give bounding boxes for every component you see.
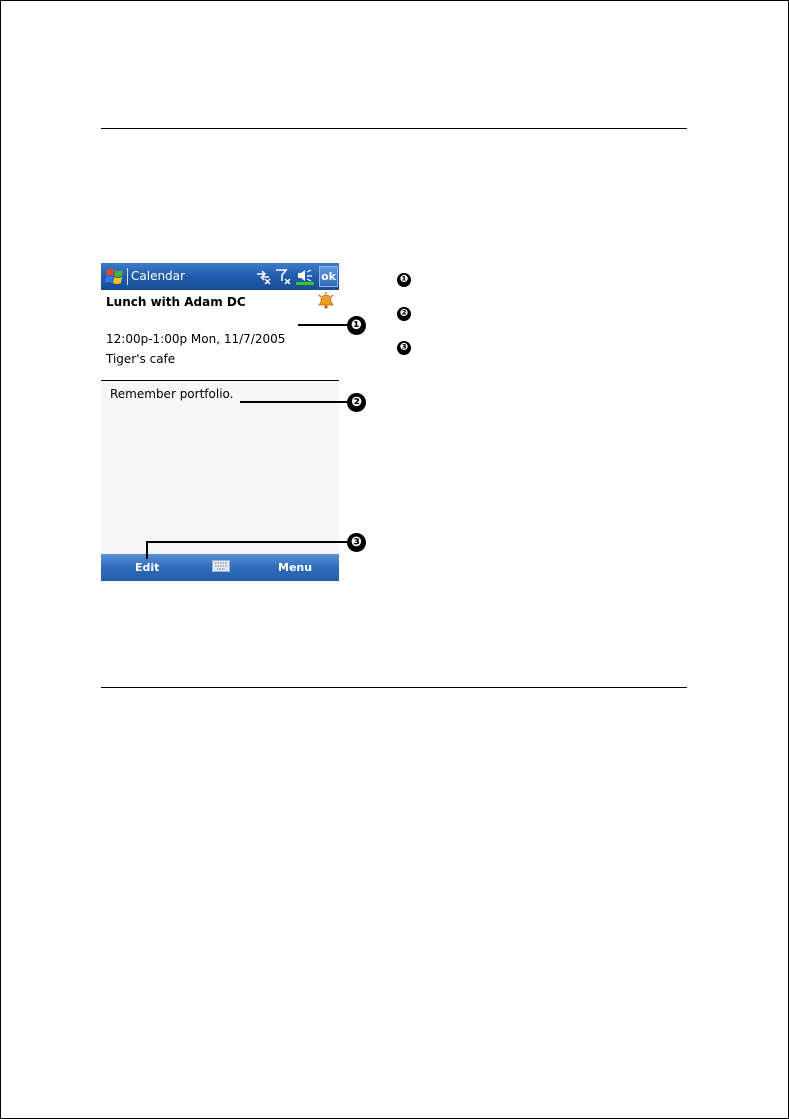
callout-2-leader <box>240 401 348 403</box>
title-bar <box>101 263 339 290</box>
notes-text: Remember portfolio. <box>110 387 234 401</box>
calendar-screen <box>101 263 339 581</box>
windows-start-icon[interactable] <box>104 266 126 287</box>
ok-button[interactable]: ok <box>319 266 338 287</box>
appointment-time: 12:00p-1:00p Mon, 11/7/2005 <box>106 332 286 346</box>
appointment-subject: Lunch with Adam DC <box>106 295 246 309</box>
callout-1-marker <box>347 316 366 335</box>
callout-3-leader <box>146 541 348 543</box>
bottom-rule <box>101 687 687 688</box>
legend-number-3: ❸ <box>399 342 409 353</box>
appointment-location: Tiger's cafe <box>106 352 176 366</box>
legend-marker-1 <box>397 273 411 287</box>
menu-bar <box>101 554 339 581</box>
menu-softkey[interactable]: Menu <box>278 561 313 574</box>
keyboard-icon[interactable] <box>212 560 230 572</box>
top-rule <box>101 128 687 129</box>
signal-icon[interactable] <box>275 268 291 285</box>
legend-marker-2 <box>397 307 411 321</box>
volume-icon[interactable] <box>296 268 316 285</box>
notes-area[interactable] <box>101 381 339 554</box>
connectivity-icon[interactable] <box>255 268 271 285</box>
legend-marker-3 <box>397 341 411 355</box>
app-title: Calendar <box>131 269 185 283</box>
callout-1-number: ❶ <box>350 318 362 333</box>
callout-3-marker <box>347 533 366 552</box>
appointment-summary[interactable] <box>101 290 339 380</box>
callout-1-leader <box>298 324 348 326</box>
reminder-bell-icon <box>317 292 335 310</box>
callout-3-number: ❸ <box>350 535 362 550</box>
callout-2-number: ❷ <box>350 395 362 410</box>
legend-number-1: ❶ <box>399 274 409 285</box>
legend-number-2: ❷ <box>399 308 409 319</box>
callout-2-marker <box>347 393 366 412</box>
callout-3-drop <box>146 541 148 559</box>
title-separator <box>127 268 128 285</box>
edit-softkey[interactable]: Edit <box>135 561 160 574</box>
